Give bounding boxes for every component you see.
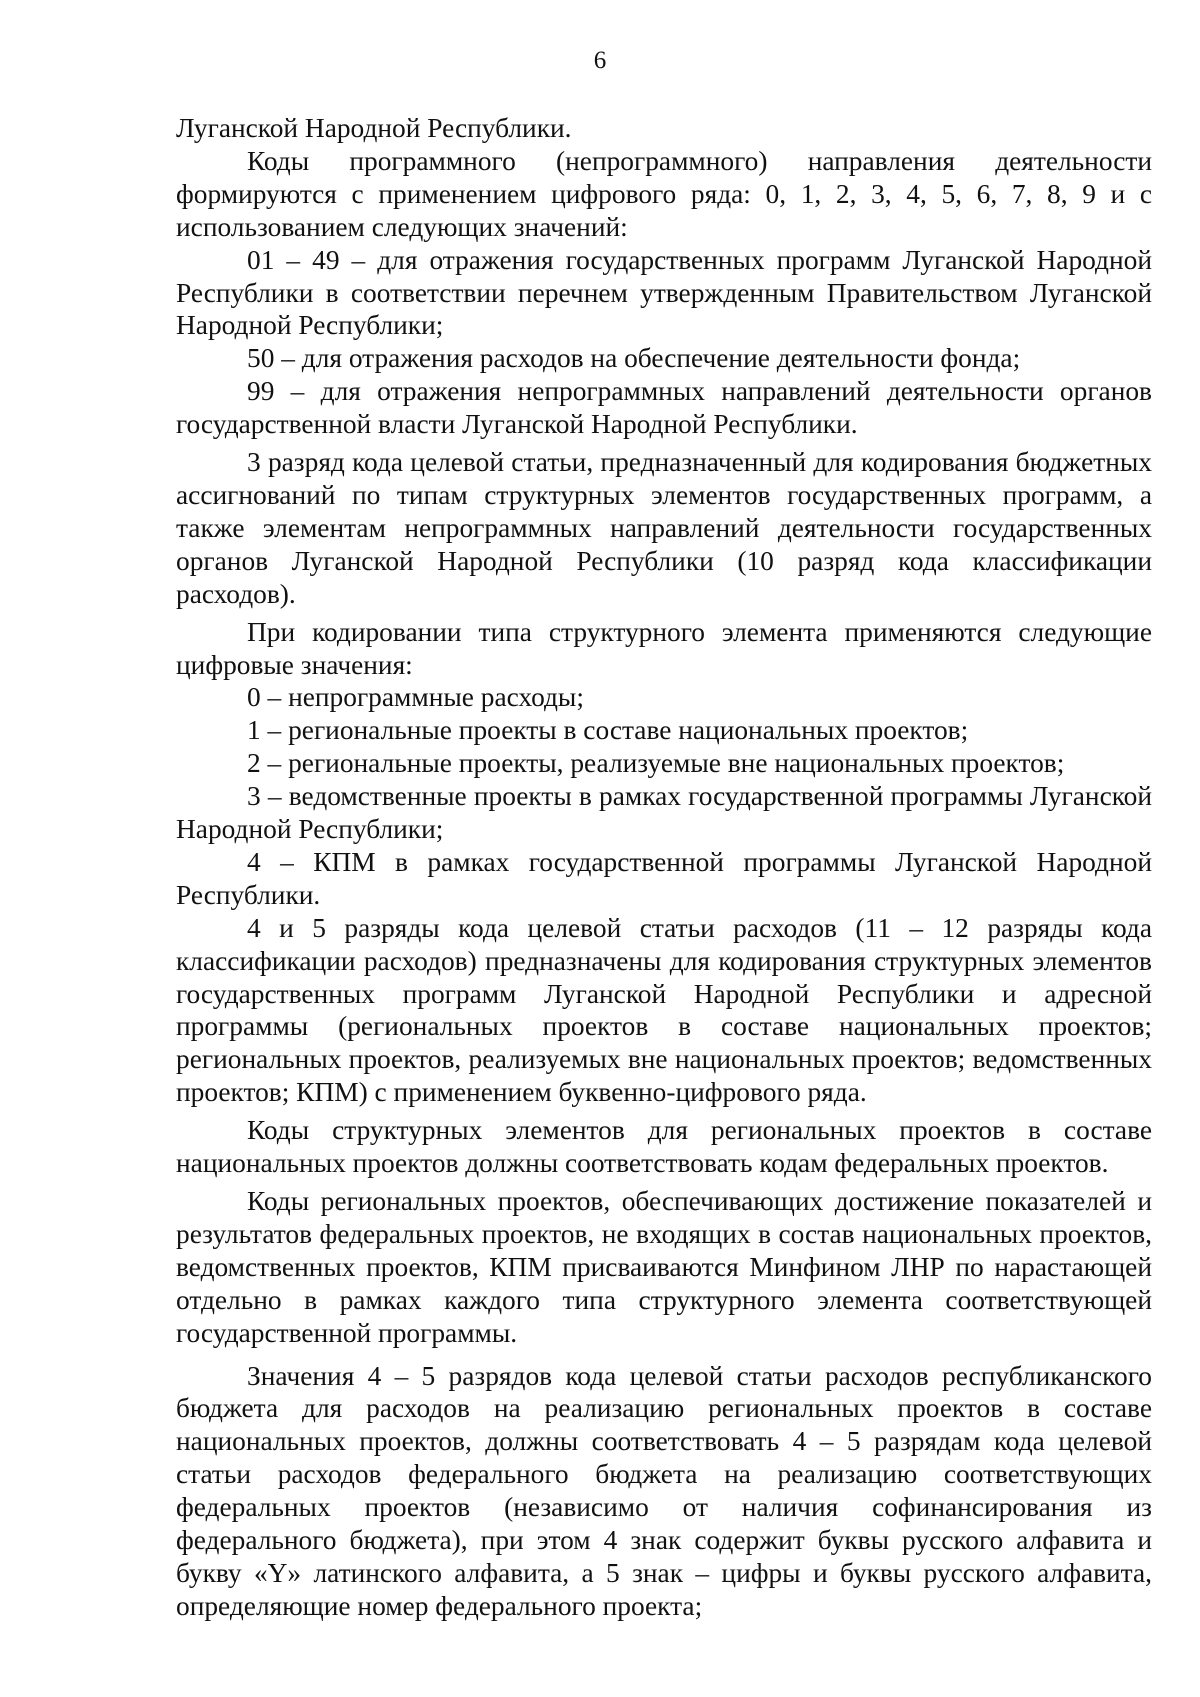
paragraph-regional-project-codes: Коды региональных проектов, обеспечивающих достижение показателей и результатов федеральных проектов, не входящих в состав национальных проектов, ведомственных проектов, КПМ присваиваются Минфином ЛНР по нарастающей отдельно в рамках каждого типа структурного элемента соответствующей государственной программы. bbox=[176, 1186, 1152, 1348]
paragraph-program-codes: Коды программного (непрограммного) направления деятельности формируются с применением цифрового ряда: 0, 1, 2, 3, 4, 5, 6, 7, 8, 9 и с использованием следующих значений: bbox=[176, 145, 1152, 242]
paragraph-type-1: 1 – региональные проекты в составе национальных проектов; bbox=[247, 715, 969, 746]
paragraph-type-2: 2 – региональные проекты, реализуемые вне национальных проектов; bbox=[247, 748, 1065, 779]
paragraph-digits-4-5: 4 и 5 разряды кода целевой статьи расходов (11 – 12 разряды кода классификации расходов) предназначены для кодирования структурных элементов государственных программ Луганской Народной Республики и адресной программы (региональных проектов в составе национальных проектов; региональных проектов, реализуемых вне национальных проектов; ведомственных проектов; КПМ) с применением буквенно-цифрового ряда. bbox=[176, 912, 1152, 1108]
paragraph-continuation: Луганской Народной Республики. bbox=[176, 113, 572, 143]
document-body bbox=[176, 112, 1152, 1623]
paragraph-regional-codes: Коды структурных элементов для региональных проектов в составе национальных проектов должны соответствовать кодам федеральных проектов. bbox=[176, 1115, 1152, 1179]
paragraph-element-type-coding: При кодировании типа структурного элемента применяются следующие цифровые значения: bbox=[176, 616, 1152, 680]
paragraph-third-digit: 3 разряд кода целевой статьи, предназначенный для кодирования бюджетных ассигнований по типам структурных элементов государственных программ, а также элементам непрограммных направлений деятельности государственных органов Луганской Народной Республики (10 разряд кода классификации расходов). bbox=[176, 447, 1152, 609]
paragraph-code-50: 50 – для отражения расходов на обеспечение деятельности фонда; bbox=[247, 343, 1021, 374]
paragraph-codes-01-49: 01 – 49 – для отражения государственных программ Луганской Народной Республики в соответствии перечнем утвержденным Правительством Луганской Народной Республики; bbox=[176, 244, 1152, 341]
paragraph-type-3: 3 – ведомственные проекты в рамках государственной программы Луганской Народной Республики; bbox=[176, 781, 1152, 845]
paragraph-digit-values-4-5: Значения 4 – 5 разрядов кода целевой статьи расходов республиканского бюджета для расходов на реализацию региональных проектов в составе национальных проектов, должны соответствовать 4 – 5 разрядам кода целевой статьи расходов федерального бюджета на реализацию соответствующих федеральных проектов (независимо от наличия софинансирования из федерального бюджета), при этом 4 знак содержит буквы русского алфавита и букву «Y» латинского алфавита, а 5 знак – цифры и буквы русского алфавита, определяющие номер федерального проекта; bbox=[176, 1360, 1152, 1621]
paragraph-code-99: 99 – для отражения непрограммных направлений деятельности органов государственной власти Луганской Народной Республики. bbox=[176, 376, 1152, 440]
paragraph-type-4: 4 – КПМ в рамках государственной программы Луганской Народной Республики. bbox=[176, 846, 1152, 910]
page-number: 6 bbox=[593, 47, 607, 74]
paragraph-type-0: 0 – непрограммные расходы; bbox=[247, 682, 584, 713]
